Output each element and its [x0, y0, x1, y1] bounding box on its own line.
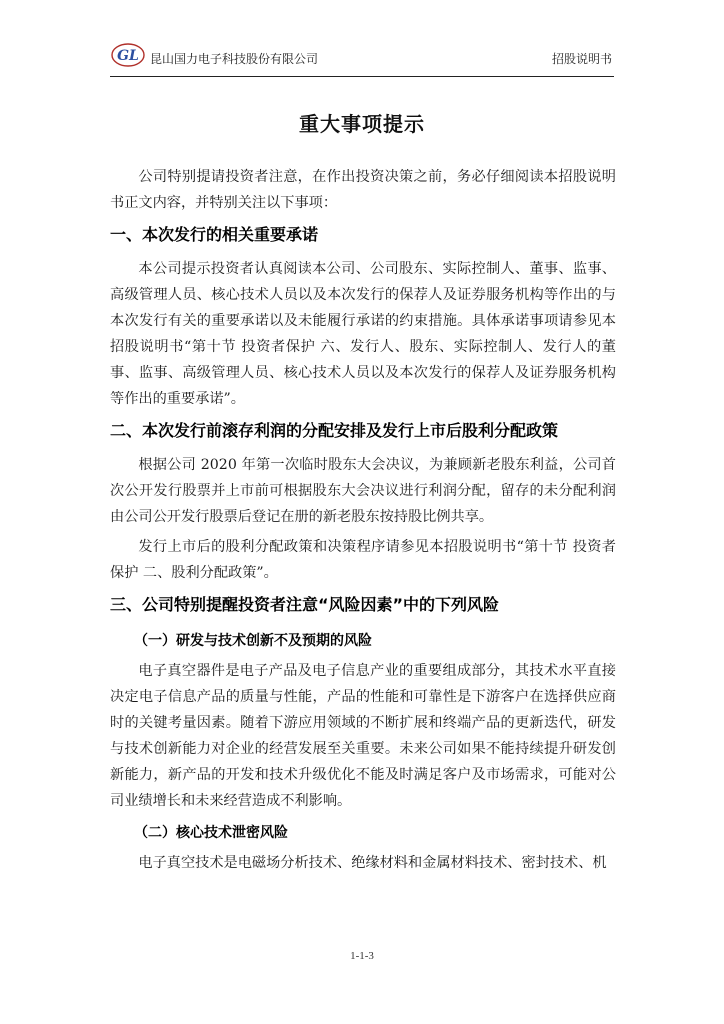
section-2-paragraph-1: 根据公司 2020 年第一次临时股东大会决议，为兼顾新老股东利益，公司首次公开发行股票并上市前可根据股东大会决议进行利润分配，留存的未分配利润由公司公开发行股票后登记在册的新老股东按持股比例共享。 [110, 457, 616, 525]
section-2-paragraph-2: 发行上市后的股利分配政策和决策程序请参见本招股说明书“第十节 投资者保护 二、股利分配政策”。 [110, 539, 616, 581]
section-1-heading: 一、本次发行的相关重要承诺 [110, 225, 319, 244]
section-3-heading: 三、公司特别提醒投资者注意“风险因素”中的下列风险 [110, 595, 500, 614]
logo-text: GL [117, 48, 139, 64]
section-1-paragraph: 本公司提示投资者认真阅读本公司、公司股东、实际控制人、董事、监事、高级管理人员、核心技术人员以及本次发行的保荐人及证券服务机构等作出的与本次发行有关的重要承诺以及未能履行承诺的约束措施。具体承诺事项请参见本招股说明书“第十节 投资者保护 六、发行人、股东、实际控制人、发行人的董事、监事、高级管理人员、核心技术人员以及本次发行的保荐人及证券服务机构等作出的重要承诺”。 [110, 261, 616, 407]
company-name: 昆山国力电子科技股份有限公司 [150, 52, 319, 66]
document-type: 招股说明书 [551, 52, 612, 66]
subsection-3-1-paragraph: 电子真空器件是电子产品及电子信息产业的重要组成部分，其技术水平直接决定电子信息产品的质量与性能，产品的性能和可靠性是下游客户在选择供应商时的关键考量因素。随着下游应用领域的不断扩展和终端产品的更新迭代，研发与技术创新能力对企业的经营发展至关重要。未来公司如果不能持续提升研发创新能力，新产品的开发和技术升级优化不能及时满足客户及市场需求，可能对公司业绩增长和未来经营造成不利影响。 [110, 663, 616, 809]
subsection-3-2-heading: （二）核心技术泄密风险 [134, 825, 288, 841]
page-number: 1-1-3 [350, 950, 374, 962]
section-2-heading: 二、本次发行前滚存利润的分配安排及发行上市后股利分配政策 [110, 421, 559, 440]
intro-paragraph: 公司特别提请投资者注意，在作出投资决策之前，务必仔细阅读本招股说明书正文内容，并特别关注以下事项： [110, 169, 616, 211]
subsection-3-1-heading: （一）研发与技术创新不及预期的风险 [134, 633, 372, 649]
page-header [110, 40, 614, 77]
page-title: 重大事项提示 [299, 112, 425, 136]
document-body [110, 164, 616, 880]
subsection-3-2-paragraph: 电子真空技术是电磁场分析技术、绝缘材料和金属材料技术、密封技术、机 [138, 855, 607, 871]
company-logo-icon [110, 40, 146, 70]
